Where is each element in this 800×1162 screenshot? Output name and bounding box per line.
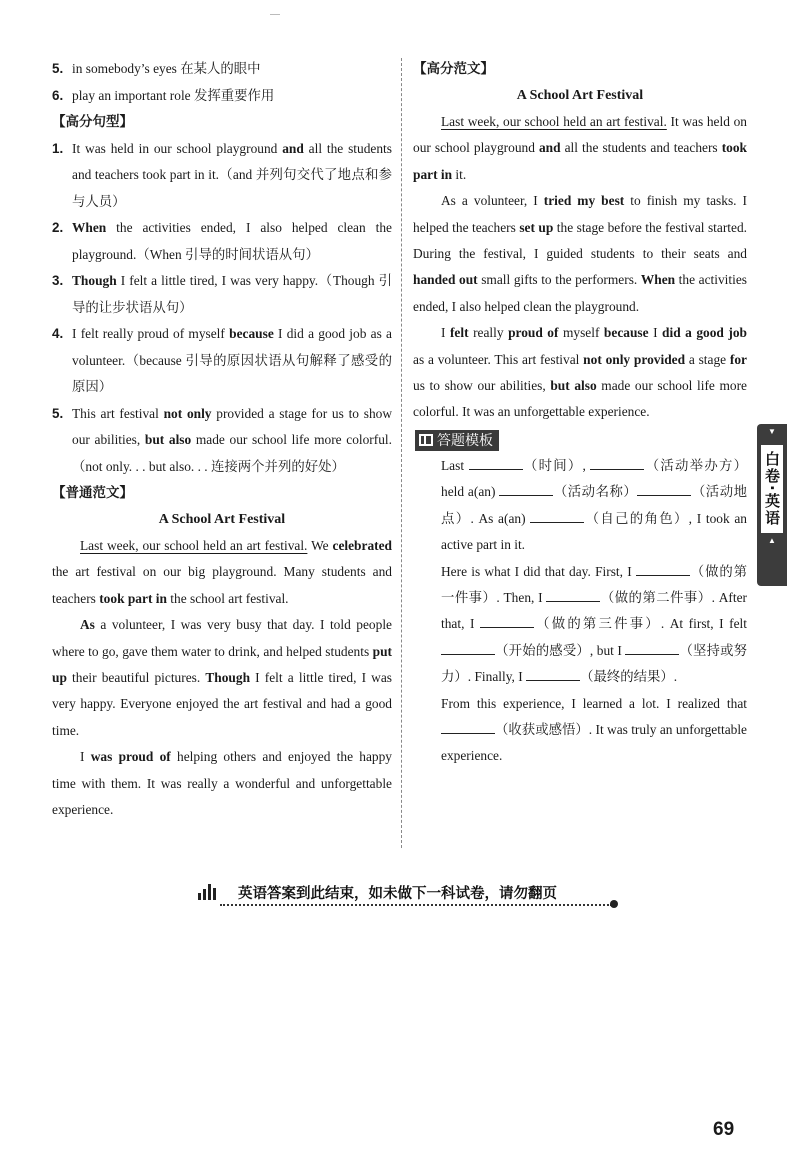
book-icon — [419, 434, 433, 446]
end-notice-text: 英语答案到此结束，如未做下一科试卷，请勿翻页 — [238, 886, 557, 902]
advanced-essay-header: 【高分范文】 — [413, 61, 494, 77]
template-tag: 答题模板 — [415, 430, 499, 451]
phrase-item: 6. play an important role 发挥重要作用 — [52, 87, 275, 103]
template-paragraph: Here is what I did that day. First, I （做的第一件事）. Then, I （做的第二件事）. After that, I （做的第三件事）. At first, I felt （开始的感受）, but I （坚持或努力）. Finally, I （最终的结果）. — [441, 563, 748, 685]
answer-template — [413, 453, 747, 770]
blank-line — [441, 642, 495, 655]
end-notice — [198, 882, 618, 906]
phrase-item: 5. in somebody’s eyes 在某人的眼中 — [52, 61, 261, 76]
essay-paragraph: I felt really proud of myself because I did a good job as a volunteer. This art festival not only provided a stage for us to show our abilities, but also made our school life more colorful. It was an unforgettable experience. — [413, 325, 747, 420]
sentence-item: 3. Though I felt a little tired, I was very happy.（Though 引导的让步状语从句） — [52, 273, 392, 315]
end-dot — [610, 900, 618, 908]
dotted-rule — [220, 904, 612, 906]
template-paragraph: From this experience, I learned a lot. I realized that （收获或感悟）. It was truly an unforgettable experience. — [441, 695, 747, 764]
triangle-up-icon: ▲ — [768, 535, 776, 545]
blank-line — [526, 668, 580, 681]
side-tab-label: 白卷·英语 — [761, 445, 783, 533]
sentence-item: 2. When the activities ended, I also helped clean the playground.（When 引导的时间状语从句） — [52, 220, 392, 262]
side-tab — [757, 424, 787, 586]
sentence-item: 1. It was held in our school playground and all the students and teachers took part in it.（and 并列句交代了地点和参与人员） — [52, 140, 392, 209]
template-paragraph: Last （时间）, （活动举办方）held a(an) （活动名称） （活动地点）. As a(an) （自己的角色）, I took an active part in it. — [441, 457, 748, 553]
column-divider — [401, 58, 402, 848]
top-mark — [270, 14, 280, 15]
blank-line — [530, 510, 584, 523]
basic-essay-header: 【普通范文】 — [52, 485, 133, 501]
blank-line — [469, 457, 523, 470]
sentences-header: 【高分句型】 — [52, 114, 133, 130]
essay-paragraph: As a volunteer, I tried my best to finish my tasks. I helped the teachers set up the stage before the festival started. During the festival, I guided students to their seats and handed out small gifts to the performers. When the activities ended, I also helped clean the playground. — [413, 193, 748, 314]
right-column — [413, 56, 747, 770]
sentence-item: 5. This art festival not only provided a stage for us to show our abilities, but also made our school life more colorful.（not only. . . but also. . . 连接两个并列的好处） — [52, 405, 393, 474]
sentence-item: 4. I felt really proud of myself because I did a good job as a volunteer.（because 引导的原因状语从句解释了感受的原因） — [52, 326, 393, 394]
blank-line — [637, 483, 691, 496]
triangle-down-icon: ▼ — [768, 427, 776, 436]
essay-paragraph: As a volunteer, I was very busy that day. I told people where to go, gave them water to drink, and helped students put up their beautiful pictures. Though I felt a little tired, I was very happy. Everyone enjoyed the art festival and had a good time. — [52, 617, 392, 738]
basic-essay-title: A School Art Festival — [158, 511, 286, 527]
blank-line — [546, 589, 600, 602]
blank-line — [480, 615, 534, 628]
essay-paragraph: Last week, our school held an art festival. We celebrated the art festival on our big playground. Many students and teachers took part in the school art festival. — [52, 538, 392, 606]
advanced-essay-title: A School Art Festival — [516, 87, 644, 103]
blank-line — [590, 457, 644, 470]
blank-line — [625, 642, 679, 655]
blank-line — [499, 483, 553, 496]
essay-paragraph: I was proud of helping others and enjoyed the happy time with them. It was really a wonderful and unforgettable experience. — [52, 749, 392, 818]
left-column — [52, 56, 392, 823]
page-number: 69 — [713, 1119, 735, 1140]
essay-paragraph: Last week, our school held an art festival. It was held on our school playground and all the students and teachers took part in it. — [413, 114, 747, 182]
blank-line — [636, 563, 690, 576]
blank-line — [441, 721, 495, 734]
bar-chart-icon — [198, 884, 216, 900]
